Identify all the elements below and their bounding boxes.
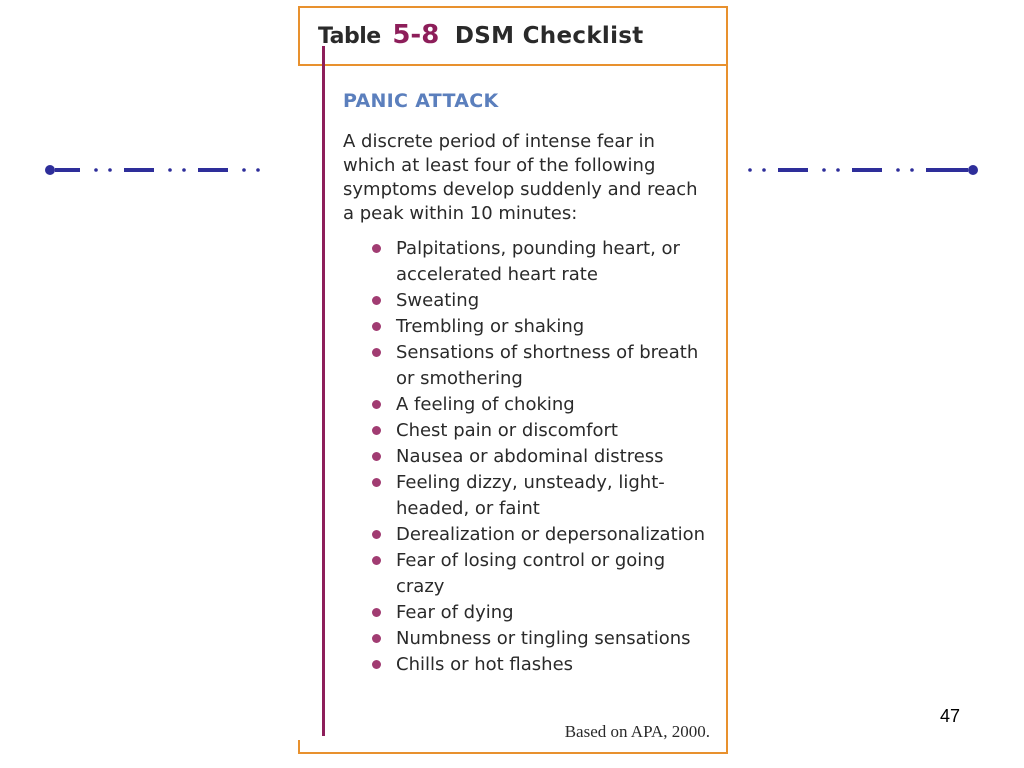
symptom-text: Numbness or tingling sensations (396, 628, 691, 649)
decorative-dash-dot-rule-right (742, 162, 982, 178)
symptom-text: Feeling dizzy, unsteady, light-headed, or faint (396, 472, 665, 519)
table-frame-bottom (298, 752, 728, 754)
list-item (370, 340, 715, 392)
symptom-text: Palpitations, pounding heart, or accelerated heart rate (396, 238, 680, 285)
table-title (318, 20, 644, 50)
list-item (370, 444, 715, 470)
symptom-text: Nausea or abdominal distress (396, 446, 664, 467)
list-item (370, 236, 715, 288)
bullet-icon (372, 556, 381, 565)
symptom-text: Trembling or shaking (396, 316, 585, 337)
symptom-text: Chills or hot flashes (396, 654, 574, 675)
intro-paragraph: A discrete period of intense fear in which at least four of the following symptoms develop suddenly and reach a peak within 10 minutes: (343, 131, 698, 224)
table-accent-bar (322, 46, 325, 736)
table-frame-right (726, 64, 728, 754)
symptom-text: A feeling of choking (396, 394, 575, 415)
symptom-text: Sweating (396, 290, 480, 311)
symptom-list (370, 236, 715, 678)
bullet-icon (372, 244, 381, 253)
symptom-text: Sensations of shortness of breath or smothering (396, 342, 699, 389)
list-item (370, 314, 715, 340)
list-item (370, 600, 715, 626)
section-heading: PANIC ATTACK (343, 90, 499, 112)
bullet-icon (372, 400, 381, 409)
bullet-icon (372, 634, 381, 643)
bullet-icon (372, 530, 381, 539)
table-frame-left-stub (298, 740, 300, 754)
decorative-dash-dot-rule-left (44, 162, 284, 178)
symptom-text: Chest pain or discomfort (396, 420, 618, 441)
bullet-icon (372, 426, 381, 435)
symptom-text: Fear of dying (396, 602, 514, 623)
list-item (370, 548, 715, 600)
list-item (370, 522, 715, 548)
source-citation: Based on APA, 2000. (564, 722, 710, 741)
table-label-name: DSM Checklist (454, 23, 644, 49)
bullet-icon (372, 452, 381, 461)
dsm-checklist-table (298, 6, 728, 754)
bullet-icon (372, 478, 381, 487)
list-item (370, 652, 715, 678)
bullet-icon (372, 296, 381, 305)
table-label-number: 5-8 (392, 20, 440, 50)
list-item (370, 392, 715, 418)
bullet-icon (372, 608, 381, 617)
list-item (370, 470, 715, 522)
table-label-word: Table (318, 24, 381, 49)
symptom-text: Derealization or depersonalization (396, 524, 706, 545)
bullet-icon (372, 660, 381, 669)
symptom-text: Fear of losing control or going crazy (396, 550, 666, 597)
bullet-icon (372, 322, 381, 331)
list-item (370, 626, 715, 652)
list-item (370, 418, 715, 444)
list-item (370, 288, 715, 314)
bullet-icon (372, 348, 381, 357)
page-number: 47 (940, 706, 961, 726)
